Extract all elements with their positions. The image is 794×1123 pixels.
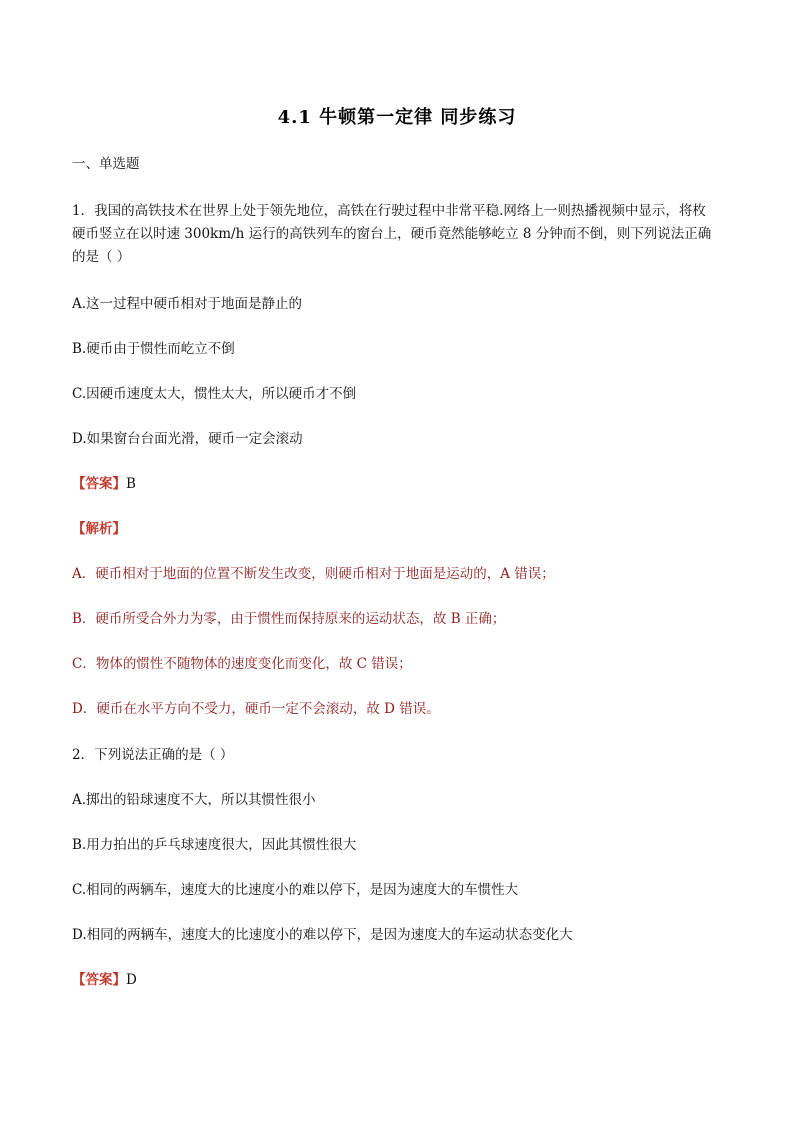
q1-answer-label: 【答案】 — [72, 476, 126, 492]
q1-stem-line3: 的是（ ） — [72, 249, 131, 265]
q2-answer-value: D — [126, 972, 137, 988]
q1-analysis-b: B．硬币所受合外力为零，由于惯性而保持原来的运动状态，故 B 正确； — [72, 611, 506, 627]
page-title: 4.1 牛顿第一定律 同步练习 — [277, 107, 517, 128]
q1-option-d: D.如果窗台台面光滑，硬币一定会滚动 — [72, 431, 303, 447]
q1-answer-value: B — [126, 476, 136, 492]
q1-answer — [72, 474, 136, 494]
q1-analysis-d: D．硬币在水平方向不受力，硬币一定不会滚动，故 D 错误。 — [72, 701, 440, 717]
q1-stem-line1: 1．我国的高铁技术在世界上处于领先地位，高铁在行驶过程中非常平稳.网络上一则热播视频中显示，将枚 — [72, 203, 706, 219]
q1-option-a: A.这一过程中硬币相对于地面是静止的 — [72, 296, 303, 312]
q2-option-d: D.相同的两辆车，速度大的比速度小的难以停下，是因为速度大的车运动状态变化大 — [72, 927, 573, 943]
q1-analysis-heading — [72, 519, 126, 539]
q2-option-c: C.相同的两辆车，速度大的比速度小的难以停下，是因为速度大的车惯性大 — [72, 882, 519, 898]
q1-option-c: C.因硬币速度太大，惯性太大，所以硬币才不倒 — [72, 386, 357, 402]
q1-analysis-c: C．物体的惯性不随物体的速度变化而变化，故 C 错误； — [72, 656, 412, 672]
q2-stem: 2．下列说法正确的是（ ） — [72, 747, 234, 763]
q2-answer-label: 【答案】 — [72, 972, 126, 988]
q1-stem-line2: 硬币竖立在以时速 300km/h 运行的高铁列车的窗台上，硬币竟然能够屹立 8 分钟而不倒，则下列说法正确 — [72, 226, 712, 242]
q2-answer — [72, 970, 137, 990]
q2-option-a: A.掷出的铅球速度不大，所以其惯性很小 — [72, 792, 316, 808]
q2-option-b: B.用力拍出的乒乓球速度很大，因此其惯性很大 — [72, 837, 357, 853]
q1-option-b: B.硬币由于惯性而屹立不倒 — [72, 341, 235, 357]
section-heading: 一、单选题 — [72, 156, 140, 172]
q1-analysis-label: 【解析】 — [72, 521, 126, 537]
q1-analysis-a: A．硬币相对于地面的位置不断发生改变，则硬币相对于地面是运动的，A 错误； — [72, 566, 555, 582]
